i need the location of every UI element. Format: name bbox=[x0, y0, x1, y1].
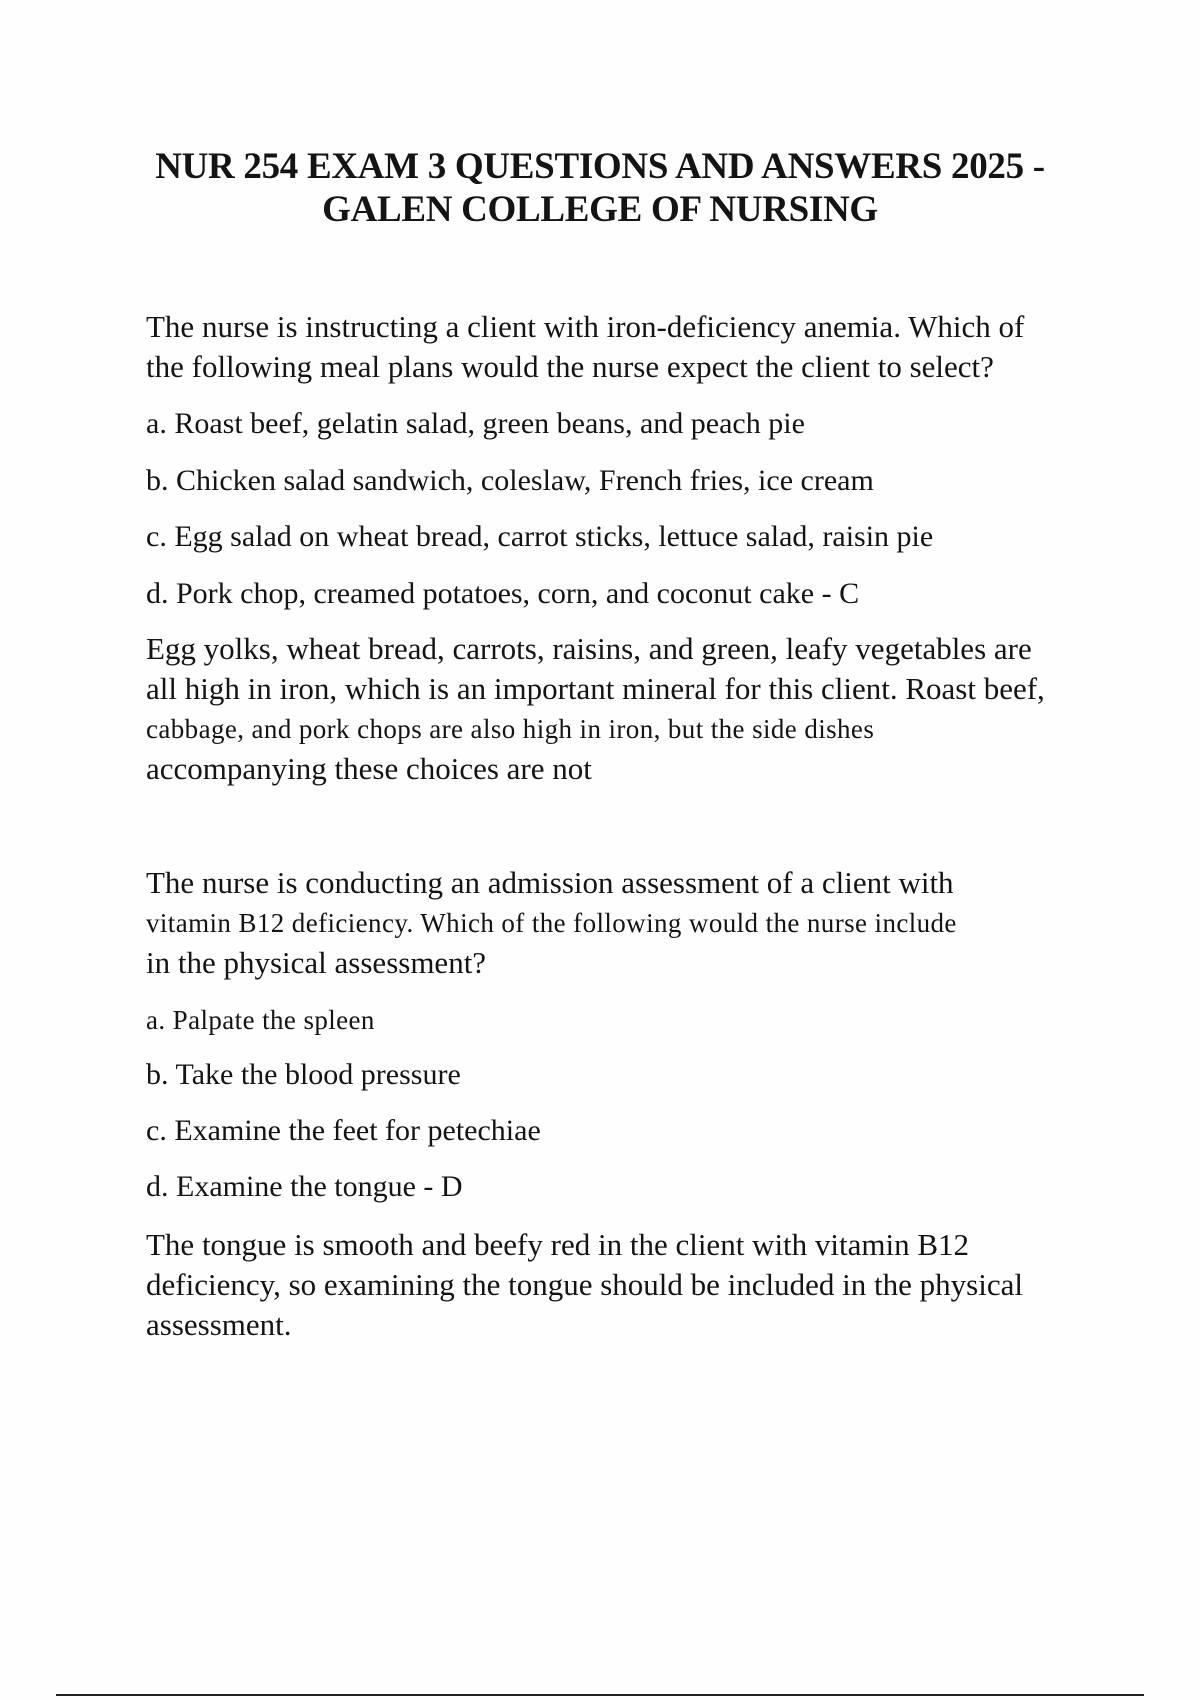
question-2-option-d: d. Examine the tongue - D bbox=[146, 1170, 463, 1203]
rationale-line: The tongue is smooth and beefy red in the client with vitamin B12 bbox=[146, 1227, 970, 1262]
rationale-line: cabbage, and pork chops are also high in iron, but the side dishes bbox=[146, 714, 875, 744]
question-2-option-b: b. Take the blood pressure bbox=[146, 1058, 461, 1091]
question-line: the following meal plans would the nurse expect the client to select? bbox=[146, 349, 994, 384]
question-1-rationale bbox=[146, 629, 1096, 789]
question-1-option-c: c. Egg salad on wheat bread, carrot sticks, lettuce salad, raisin pie bbox=[146, 520, 934, 553]
rationale-line: assessment. bbox=[146, 1307, 292, 1342]
question-1-option-b: b. Chicken salad sandwich, coleslaw, French fries, ice cream bbox=[146, 464, 874, 497]
question-2-text bbox=[146, 863, 1096, 983]
question-1-option-d: d. Pork chop, creamed potatoes, corn, and coconut cake - C bbox=[146, 577, 860, 610]
page-title bbox=[0, 145, 1200, 231]
question-1-text bbox=[146, 307, 1096, 387]
rationale-line: all high in iron, which is an important mineral for this client. Roast beef, bbox=[146, 671, 1045, 706]
page-bottom-divider bbox=[56, 1694, 1144, 1696]
question-2-option-c: c. Examine the feet for petechiae bbox=[146, 1114, 541, 1147]
rationale-line: deficiency, so examining the tongue should be included in the physical bbox=[146, 1267, 1023, 1302]
question-1-option-a: a. Roast beef, gelatin salad, green beans, and peach pie bbox=[146, 407, 805, 440]
question-line: in the physical assessment? bbox=[146, 945, 487, 980]
rationale-line: Egg yolks, wheat bread, carrots, raisins, and green, leafy vegetables are bbox=[146, 631, 1032, 666]
question-line: The nurse is instructing a client with iron-deficiency anemia. Which of bbox=[146, 309, 1025, 344]
question-line: vitamin B12 deficiency. Which of the following would the nurse include bbox=[146, 908, 957, 938]
title-line-1: NUR 254 EXAM 3 QUESTIONS AND ANSWERS 2025 - bbox=[155, 146, 1045, 187]
title-line-2: GALEN COLLEGE OF NURSING bbox=[322, 189, 878, 230]
question-line: The nurse is conducting an admission assessment of a client with bbox=[146, 865, 954, 900]
question-2-option-a: a. Palpate the spleen bbox=[146, 1005, 375, 1035]
question-2-rationale bbox=[146, 1225, 1096, 1345]
rationale-line: accompanying these choices are not bbox=[146, 751, 592, 786]
